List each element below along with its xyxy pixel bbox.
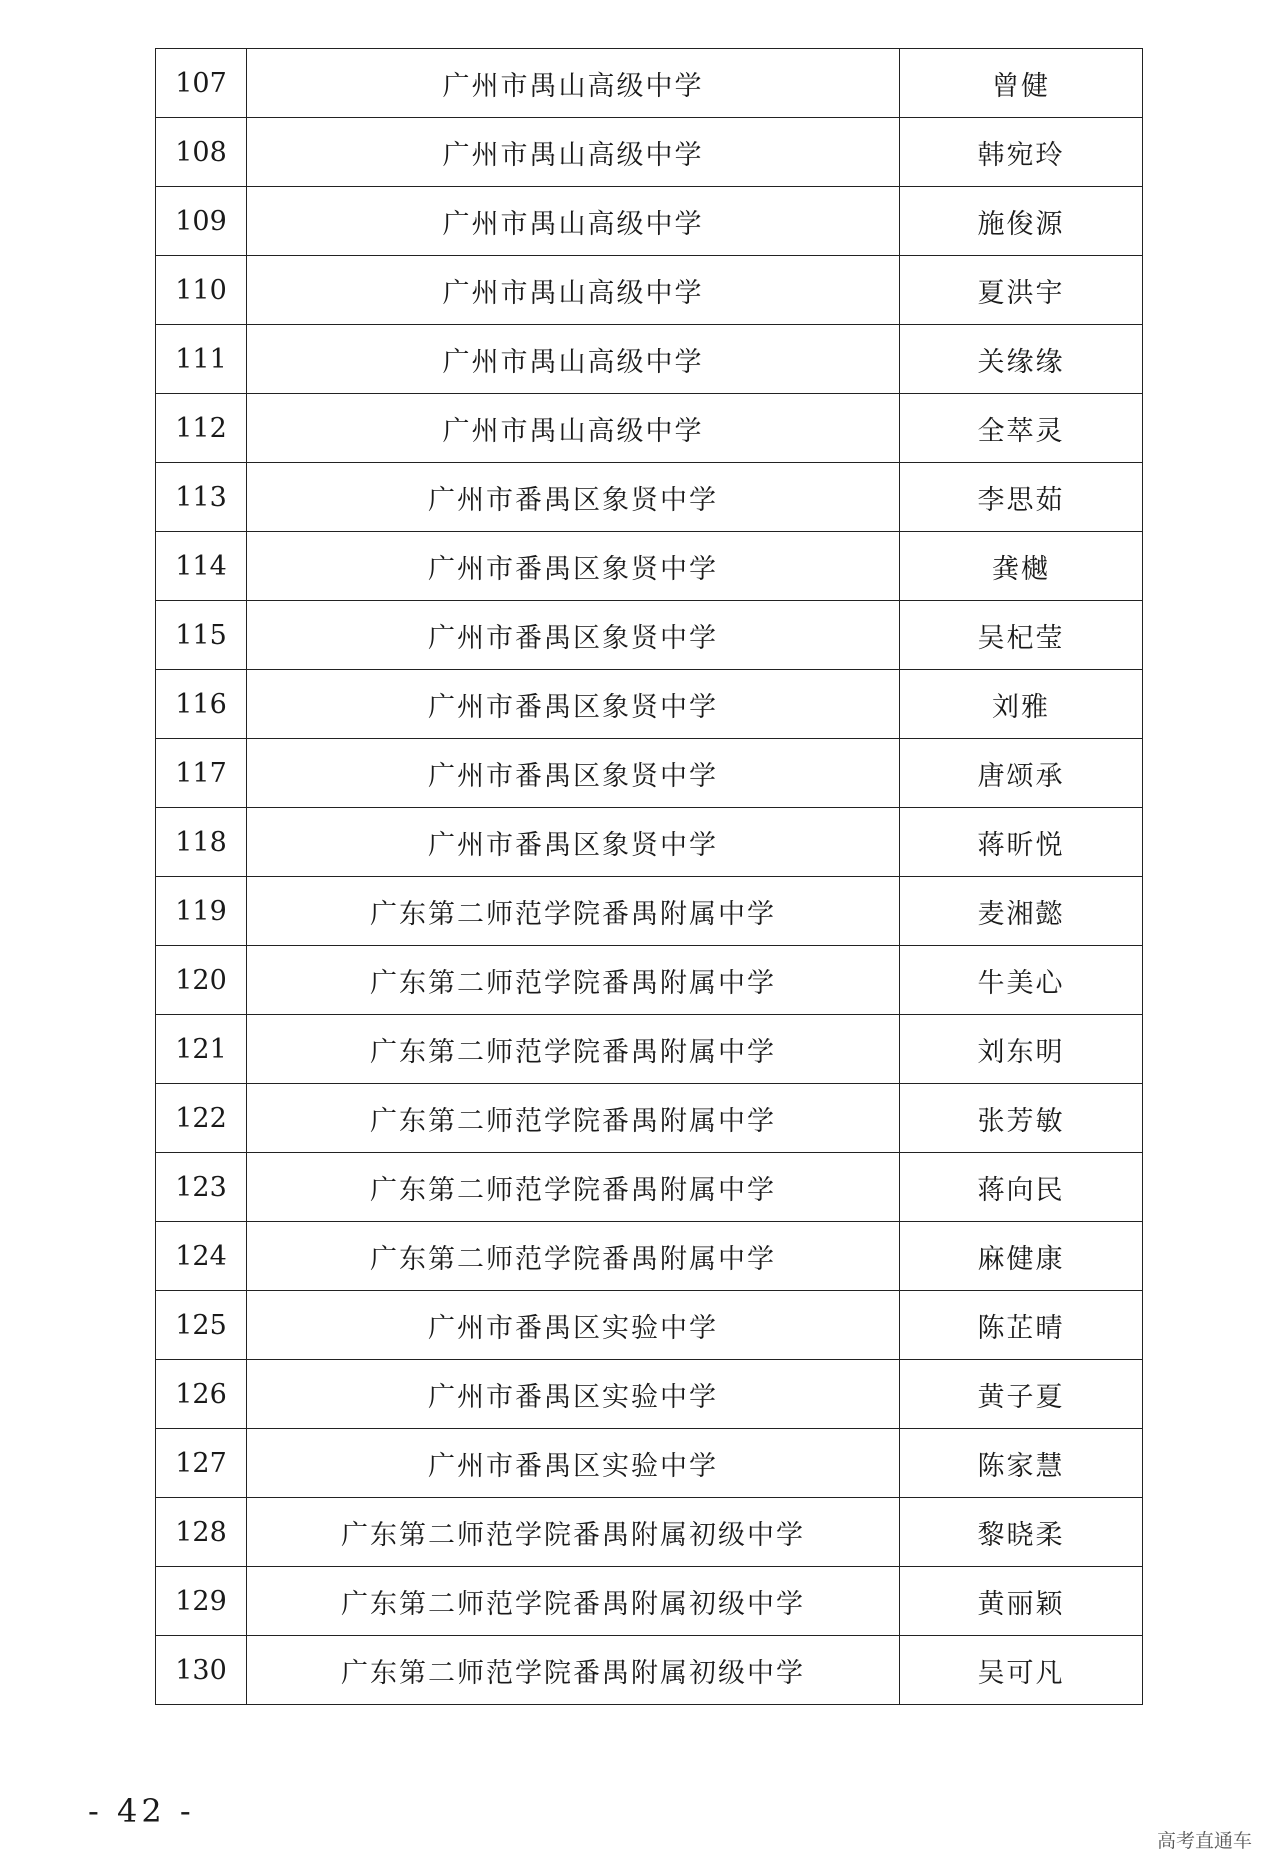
row-number-cell: 110 [156,256,247,325]
student-name-cell: 牛美心 [900,946,1143,1015]
row-number-cell: 116 [156,670,247,739]
school-name-cell: 广州市禺山高级中学 [247,187,900,256]
row-number-cell: 108 [156,118,247,187]
school-name-cell: 广州市番禺区象贤中学 [247,739,900,808]
row-number-cell: 113 [156,463,247,532]
row-number-cell: 124 [156,1222,247,1291]
school-name-cell: 广州市番禺区实验中学 [247,1360,900,1429]
row-number-cell: 107 [156,49,247,118]
row-number-cell: 117 [156,739,247,808]
row-number-cell: 123 [156,1153,247,1222]
row-number-cell: 122 [156,1084,247,1153]
student-name-cell: 蒋向民 [900,1153,1143,1222]
student-name-cell: 黄子夏 [900,1360,1143,1429]
school-name-cell: 广州市番禺区象贤中学 [247,601,900,670]
page-number: - 42 - [88,1792,195,1830]
table-row [156,325,1143,394]
table-row [156,49,1143,118]
student-name-cell: 刘东明 [900,1015,1143,1084]
school-name-cell: 广州市番禺区象贤中学 [247,532,900,601]
table-row [156,739,1143,808]
student-name-cell: 韩宛玲 [900,118,1143,187]
student-name-cell: 李思茹 [900,463,1143,532]
school-name-cell: 广州市番禺区实验中学 [247,1291,900,1360]
table-row [156,532,1143,601]
table-row [156,118,1143,187]
row-number-cell: 121 [156,1015,247,1084]
table-row [156,877,1143,946]
row-number-cell: 126 [156,1360,247,1429]
school-name-cell: 广东第二师范学院番禺附属中学 [247,1222,900,1291]
row-number-cell: 125 [156,1291,247,1360]
table-row [156,1498,1143,1567]
student-name-cell: 陈芷晴 [900,1291,1143,1360]
school-name-cell: 广东第二师范学院番禺附属中学 [247,1084,900,1153]
school-name-cell: 广州市番禺区象贤中学 [247,808,900,877]
school-name-cell: 广州市禺山高级中学 [247,394,900,463]
row-number-cell: 127 [156,1429,247,1498]
student-name-cell: 吴可凡 [900,1636,1143,1705]
school-name-cell: 广州市番禺区实验中学 [247,1429,900,1498]
student-name-cell: 刘雅 [900,670,1143,739]
table-row [156,1636,1143,1705]
table-row [156,1153,1143,1222]
row-number-cell: 129 [156,1567,247,1636]
row-number-cell: 109 [156,187,247,256]
table-row [156,1084,1143,1153]
school-name-cell: 广东第二师范学院番禺附属初级中学 [247,1567,900,1636]
student-name-cell: 夏洪宇 [900,256,1143,325]
row-number-cell: 120 [156,946,247,1015]
row-number-cell: 128 [156,1498,247,1567]
school-name-cell: 广东第二师范学院番禺附属中学 [247,877,900,946]
student-name-cell: 陈家慧 [900,1429,1143,1498]
student-name-cell: 曾健 [900,49,1143,118]
student-name-cell: 唐颂承 [900,739,1143,808]
table-row [156,1567,1143,1636]
student-name-cell: 关缘缘 [900,325,1143,394]
row-number-cell: 111 [156,325,247,394]
row-number-cell: 115 [156,601,247,670]
table-row [156,256,1143,325]
table-row [156,187,1143,256]
table-row [156,1015,1143,1084]
row-number-cell: 119 [156,877,247,946]
table-row [156,946,1143,1015]
school-name-cell: 广州市禺山高级中学 [247,256,900,325]
school-name-cell: 广东第二师范学院番禺附属初级中学 [247,1636,900,1705]
student-name-cell: 施俊源 [900,187,1143,256]
student-name-cell: 黎晓柔 [900,1498,1143,1567]
school-name-cell: 广东第二师范学院番禺附属中学 [247,946,900,1015]
row-number-cell: 112 [156,394,247,463]
school-name-cell: 广东第二师范学院番禺附属中学 [247,1153,900,1222]
table-row [156,1360,1143,1429]
watermark-text: 高考直通车 [1156,1830,1252,1852]
row-number-cell: 114 [156,532,247,601]
student-name-cell: 蒋昕悦 [900,808,1143,877]
roster-table-body [156,49,1143,1705]
school-name-cell: 广州市番禺区象贤中学 [247,670,900,739]
table-row [156,670,1143,739]
student-name-cell: 全萃灵 [900,394,1143,463]
student-name-cell: 麻健康 [900,1222,1143,1291]
school-name-cell: 广东第二师范学院番禺附属初级中学 [247,1498,900,1567]
table-row [156,1429,1143,1498]
student-name-cell: 龚樾 [900,532,1143,601]
table-row [156,1291,1143,1360]
school-name-cell: 广州市禺山高级中学 [247,325,900,394]
school-name-cell: 广州市番禺区象贤中学 [247,463,900,532]
school-name-cell: 广州市禺山高级中学 [247,49,900,118]
school-name-cell: 广州市禺山高级中学 [247,118,900,187]
row-number-cell: 130 [156,1636,247,1705]
school-name-cell: 广东第二师范学院番禺附属中学 [247,1015,900,1084]
student-name-cell: 张芳敏 [900,1084,1143,1153]
student-name-cell: 吴杞莹 [900,601,1143,670]
student-name-cell: 黄丽颖 [900,1567,1143,1636]
row-number-cell: 118 [156,808,247,877]
student-name-cell: 麦湘懿 [900,877,1143,946]
table-row [156,808,1143,877]
student-roster-table [155,48,1143,1705]
table-row [156,1222,1143,1291]
table-row [156,601,1143,670]
table-row [156,463,1143,532]
table-row [156,394,1143,463]
